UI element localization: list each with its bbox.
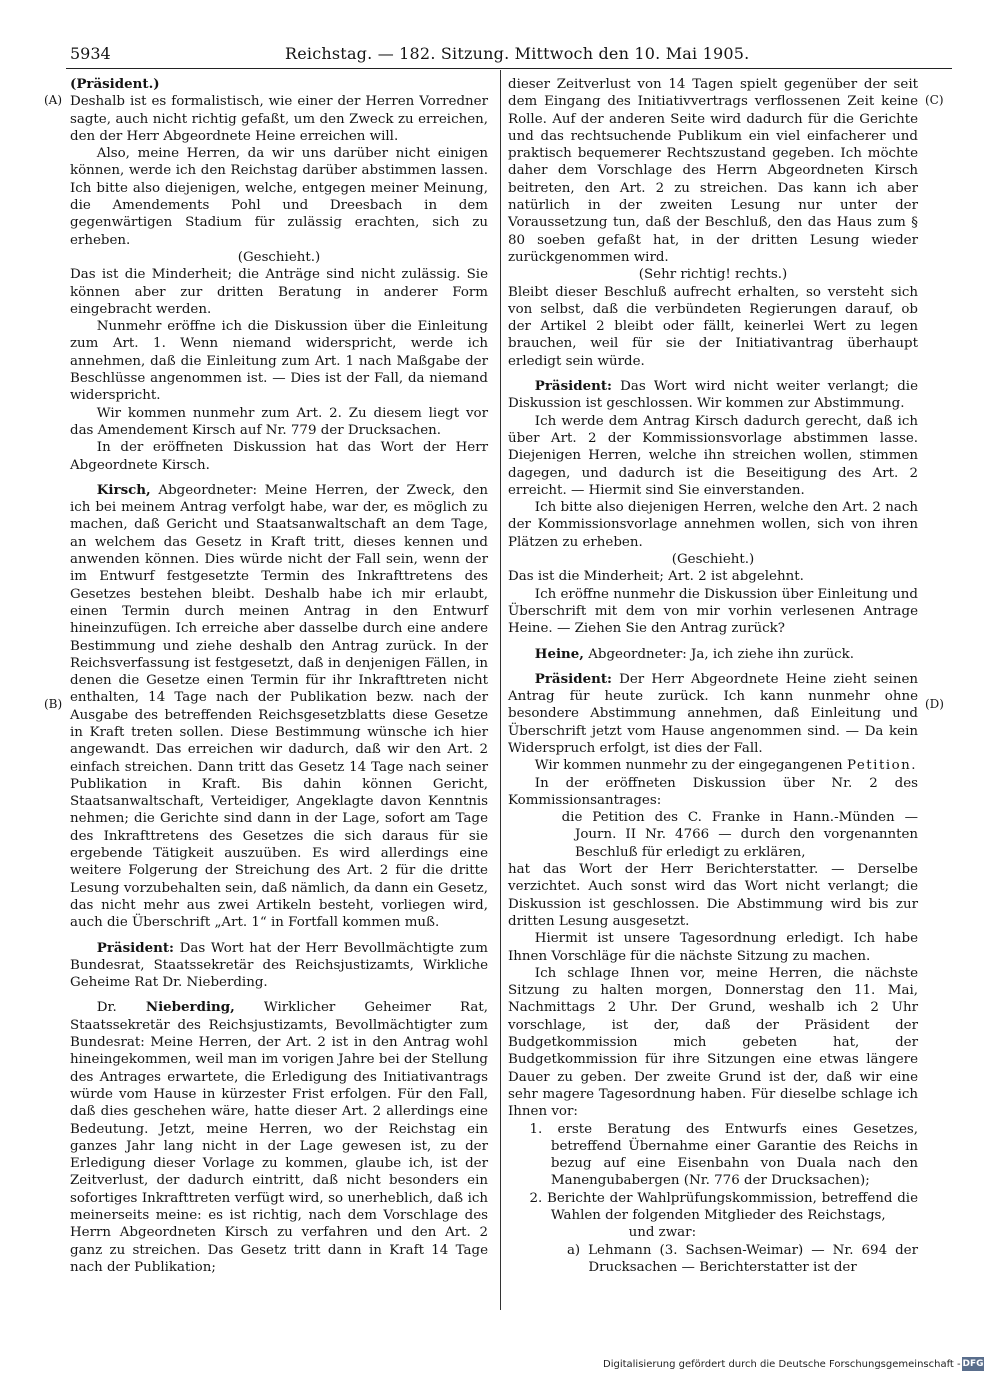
paragraph: Ich eröffne nunmehr die Diskussion über Einleitung und Überschrift mit dem von mir vorhin verlesenen Antrage Heine. — Ziehen Sie den Antrag zurück? — [508, 586, 918, 637]
paragraph: In der eröffneten Diskussion über Nr. 2 des Kommissionsantrages: — [508, 775, 918, 808]
left-column — [70, 76, 488, 1276]
speech-kirsch: Kirsch, Abgeordneter: Meine Herren, der Zweck, den ich bei meinem Antrag verfolgt habe, war der, es möglich zu machen, daß Gericht und Staatsanwaltschaft an dem Tage, an welchem das Gesetz in Kraft tritt, dieses kennen und anwenden können. Dies würde nicht der Fall sein, wenn der im Entwurf festgesetzte Termin des Inkrafttretens des Gesetzes bestehen bleibt. Deshalb habe ich mir erlaubt, einen Termin durch meinen Antrag in den Entwurf hineinzufügen. Ich erreiche aber dasselbe durch eine andere Bestimmung und ziehe deshalb den Antrag zurück. In der Reichsverfassung ist festgesetzt, daß in denjenigen Fällen, in denen die Gesetze einen Termin für ihr Inkrafttreten nicht enthalten, 14 Tage nach der Publikation bezw. nach der Ausgabe des betreffenden Reichsgesetzblatts diese Gesetze in Kraft treten sollen. Diese Bestimmung wünsche ich hier angewandt. Das erreichen wir dadurch, daß wir den Art. 2 einfach streichen. Dann tritt das Gesetz 14 Tage nach seiner Publikation in Kraft. Bis dahin können Gericht, Staatsanwaltschaft, Verteidiger, Angeklagte davon Kenntnis nehmen; die Gerichte sind dann in der Lage, sofort am Tage des Inkrafttretens des Gesetzes die sich daraus für sie ergebende Tätigkeit auszuüben. Es wird allerdings eine weitere Folgerung der Streichung des Art. 2 für die dritte Lesung vorzubehalten sein, daß nämlich, da dann ein Gesetz, das nicht mehr aus zwei Artikeln besteht, vorliegen wird, auch die Überschrift „Art. 1“ in Fortfall kommen muß. — [70, 481, 489, 931]
paragraph: hat das Wort der Herr Berichterstatter. — Derselbe verzichtet. Auch sonst wird das Wort nicht verlangt; die Diskussion ist geschlossen. Die Abstimmung wird bis zur dritten Lesung ausgesetzt. — [508, 862, 918, 929]
page-header — [70, 44, 950, 70]
dfg-logo: DFG — [962, 1359, 984, 1369]
paragraph: Ich bitte also diejenigen Herren, welche den Art. 2 nach der Kommissionsvorlage annehmen wollen, sich von ihren Plätzen zu erheben. — [508, 500, 918, 550]
paragraph: dieser Zeitverlust von 14 Tagen spielt gegenüber der seit dem Eingang des Initiativvertrags verflossenen Zeit keine Rolle. Auf der anderen Seite wird dadurch für die Gerichte und das rechtsuchende Publikum ein viel einfacherer und praktisch bequemerer Rechtszustand gegeben. Ich möchte daher dem Vorschlage des Herrn Abgeordneten Kirsch beitreten, den Art. 2 zu streichen. Das kann ich aber natürlich in der zweiten Lesung nur unter der Voraussetzung tun, daß der Beschluß, den das Haus zum § 80 soeben gefaßt hat, in der dritten Lesung wieder zurückgenommen wird. — [508, 77, 918, 265]
stage-direction: (Geschieht.) — [237, 249, 321, 265]
stage-direction: (Geschieht.) — [671, 552, 755, 568]
speaker-name: Präsident: — [96, 939, 174, 956]
paragraph: Also, meine Herren, da wir uns darüber nicht einigen können, werde ich den Reichstag darüber abstimmen lassen. Ich bitte also diejenigen, welche, entgegen meiner Meinung, die Amendements Pohl und Dreesbach in dem gegenwärtigen Stadium für zulässig erachten, sich zu erheben. — [70, 146, 488, 248]
agenda-subhead: und zwar: — [628, 1225, 697, 1241]
paragraph: Wir kommen nunmehr zu der eingegangenen Petition. — [534, 758, 918, 774]
agenda-item: 2. Berichte der Wahlprüfungskommission, betreffend die Wahlen der folgenden Mitglieder des Reichstags, — [529, 1190, 918, 1223]
speech-praesident: Präsident: Das Wort wird nicht weiter verlangt; die Diskussion ist geschlossen. Wir kommen zur Abstimmung. — [508, 378, 918, 412]
column-divider — [500, 70, 501, 1310]
speaker-name: Nieberding, — [145, 999, 235, 1016]
petition-item: die Petition des C. Franke in Hann.-Münden — Journ. II Nr. 4766 — durch den vorgenannten Beschluß für erledigt zu erklären, — [561, 810, 918, 860]
speaker-name: Heine, — [534, 645, 584, 662]
paragraph: Ich schlage Ihnen vor, meine Herren, die nächste Sitzung zu halten morgen, Donnerstag den 11. Mai, Nachmittags 2 Uhr. Der Grund, weshalb ich 2 Uhr vorschlage, ist der, daß der Präsident der Budgetkommission mich gebeten hat, der Budgetkommission für ihre Sitzungen eine etwas längere Dauer zu geben. Der zweite Grund ist der, daß wir eine sehr magere Tagesordnung haben. Für dieselbe schlage ich Ihnen vor: — [508, 965, 918, 1120]
paragraph: Nunmehr eröffne ich die Diskussion über die Einleitung zum Art. 1. Wenn niemand widerspricht, werde ich annehmen, daß die Einleitung zum Art. 1 nach Maßgabe der Beschlüsse angenommen ist. — Dies ist der Fall, da niemand widerspricht. — [70, 319, 488, 404]
margin-mark-a: (A) — [44, 93, 63, 107]
speech-praesident: Präsident: Das Wort hat der Herr Bevollmächtigte zum Bundesrat, Staatssekretär des Reichsjustizamts, Wirkliche Geheime Rat Dr. Nieberding. — [70, 939, 488, 991]
margin-mark-d: (D) — [925, 697, 944, 711]
paragraph: Das ist die Minderheit; die Anträge sind nicht zulässig. Sie können aber zur dritten Beratung in anderer Form eingebracht werden. — [70, 267, 488, 317]
page-number: 5934 — [70, 44, 111, 63]
speech-praesident: Präsident: Der Herr Abgeordnete Heine zieht seinen Antrag für heute zurück. Ich kann nunmehr ohne besondere Abstimmung annehmen, daß Einleitung und Überschrift jetzt vom Hause angenommen sind. — Da kein Widerspruch erfolgt, ist dies der Fall. — [508, 670, 918, 756]
paragraph: Bleibt dieser Beschluß aufrecht erhalten, so versteht sich von selbst, daß die verbündeten Regierungen darauf, ob der Artikel 2 bleibt oder fällt, keinerlei Wert zu legen brauchen, weil für sie der Initiativantrag überhaupt erledigt sein würde. — [508, 284, 918, 369]
paragraph: Hiermit ist unsere Tagesordnung erledigt. Ich habe Ihnen Vorschläge für die nächste Sitzung zu machen. — [508, 931, 918, 964]
paragraph: In der eröffneten Diskussion hat das Wort der Herr Abgeordnete Kirsch. — [70, 440, 488, 473]
stage-direction: (Sehr richtig! rechts.) — [638, 267, 788, 283]
paragraph: Das ist die Minderheit; Art. 2 ist abgelehnt. — [508, 569, 804, 585]
agenda-item: 1. erste Beratung des Entwurfs eines Gesetzes, betreffend Übernahme einer Garantie des Reichs in bezug auf eine Eisenbahn von Duala nach den Manengubabergen (Nr. 776 der Drucksachen); — [529, 1121, 918, 1189]
digitization-credit: Digitalisierung gefördert durch die Deutsche Forschungsgemeinschaft - — [603, 1359, 961, 1370]
running-title: Reichstag. — 182. Sitzung. Mittwoch den 10. Mai 1905. — [285, 44, 750, 63]
speaker-name: Präsident: — [534, 378, 612, 395]
speech-heine: Heine, Abgeordneter: Ja, ich ziehe ihn zurück. — [534, 645, 854, 662]
agenda-subitem: a) Lehmann (3. Sachsen-Weimar) — Nr. 694 der Drucksachen — Berichterstatter ist der — [566, 1242, 918, 1275]
speech-nieberding: Dr. Nieberding, Wirklicher Geheimer Rat, Staatssekretär des Reichsjustizamts, Bevollmächtigter zum Bundesrat: Meine Herren, der Art. 2 ist in den Antrag wohl hineingekommen, weil man im vorigen Jahre bei der Stellung des Antrages erwartete, die Erledigung des Initiativantrags würde vom Hause in kürzester Frist erfolgen. Für den Fall, daß dies geschehen wäre, hatte dieser Art. 2 allerdings eine Bedeutung. Jetzt, meine Herren, wo der Reichstag ein ganzes Jahr lang nicht in der Lage gewesen ist, zu der Erledigung dieser Vorlage zu kommen, glaube ich, ist der Zeitverlust, der dadurch eintritt, daß nicht besonders ein sofortiges Inkrafttreten verfügt wird, so unerheblich, daß ich meinerseits meine: es ist richtig, nach dem Vorschlage des Herrn Abgeordneten Kirsch zu verfahren und den Art. 2 ganz zu streichen. Das Gesetz tritt dann in Kraft 14 Tage nach der Publikation; — [70, 999, 488, 1275]
right-column — [508, 76, 918, 1276]
paragraph: Deshalb ist es formalistisch, wie einer der Herren Vorredner sagte, auch nicht richtig gefaßt, um den Zweck zu erreichen, den der Herr Abgeordnete Heine erreichen will. — [70, 94, 488, 144]
speaker-name: Kirsch, — [96, 481, 151, 498]
speaker-head: (Präsident.) — [70, 76, 160, 92]
margin-mark-b: (B) — [44, 697, 63, 711]
margin-mark-c: (C) — [925, 93, 944, 107]
paragraph: Wir kommen nunmehr zum Art. 2. Zu diesem liegt vor das Amendement Kirsch auf Nr. 779 der Drucksachen. — [70, 405, 488, 438]
header-rule — [66, 68, 952, 69]
paragraph: Ich werde dem Antrag Kirsch dadurch gerecht, daß ich über Art. 2 der Kommissionsvorlage abstimmen lasse. Diejenigen Herren, welche ihn streichen wollen, stimmen dagegen, und dadurch ist die Beseitigung des Art. 2 erreicht. — Hiermit sind Sie einverstanden. — [508, 413, 918, 498]
speaker-name: Präsident: — [534, 670, 612, 687]
